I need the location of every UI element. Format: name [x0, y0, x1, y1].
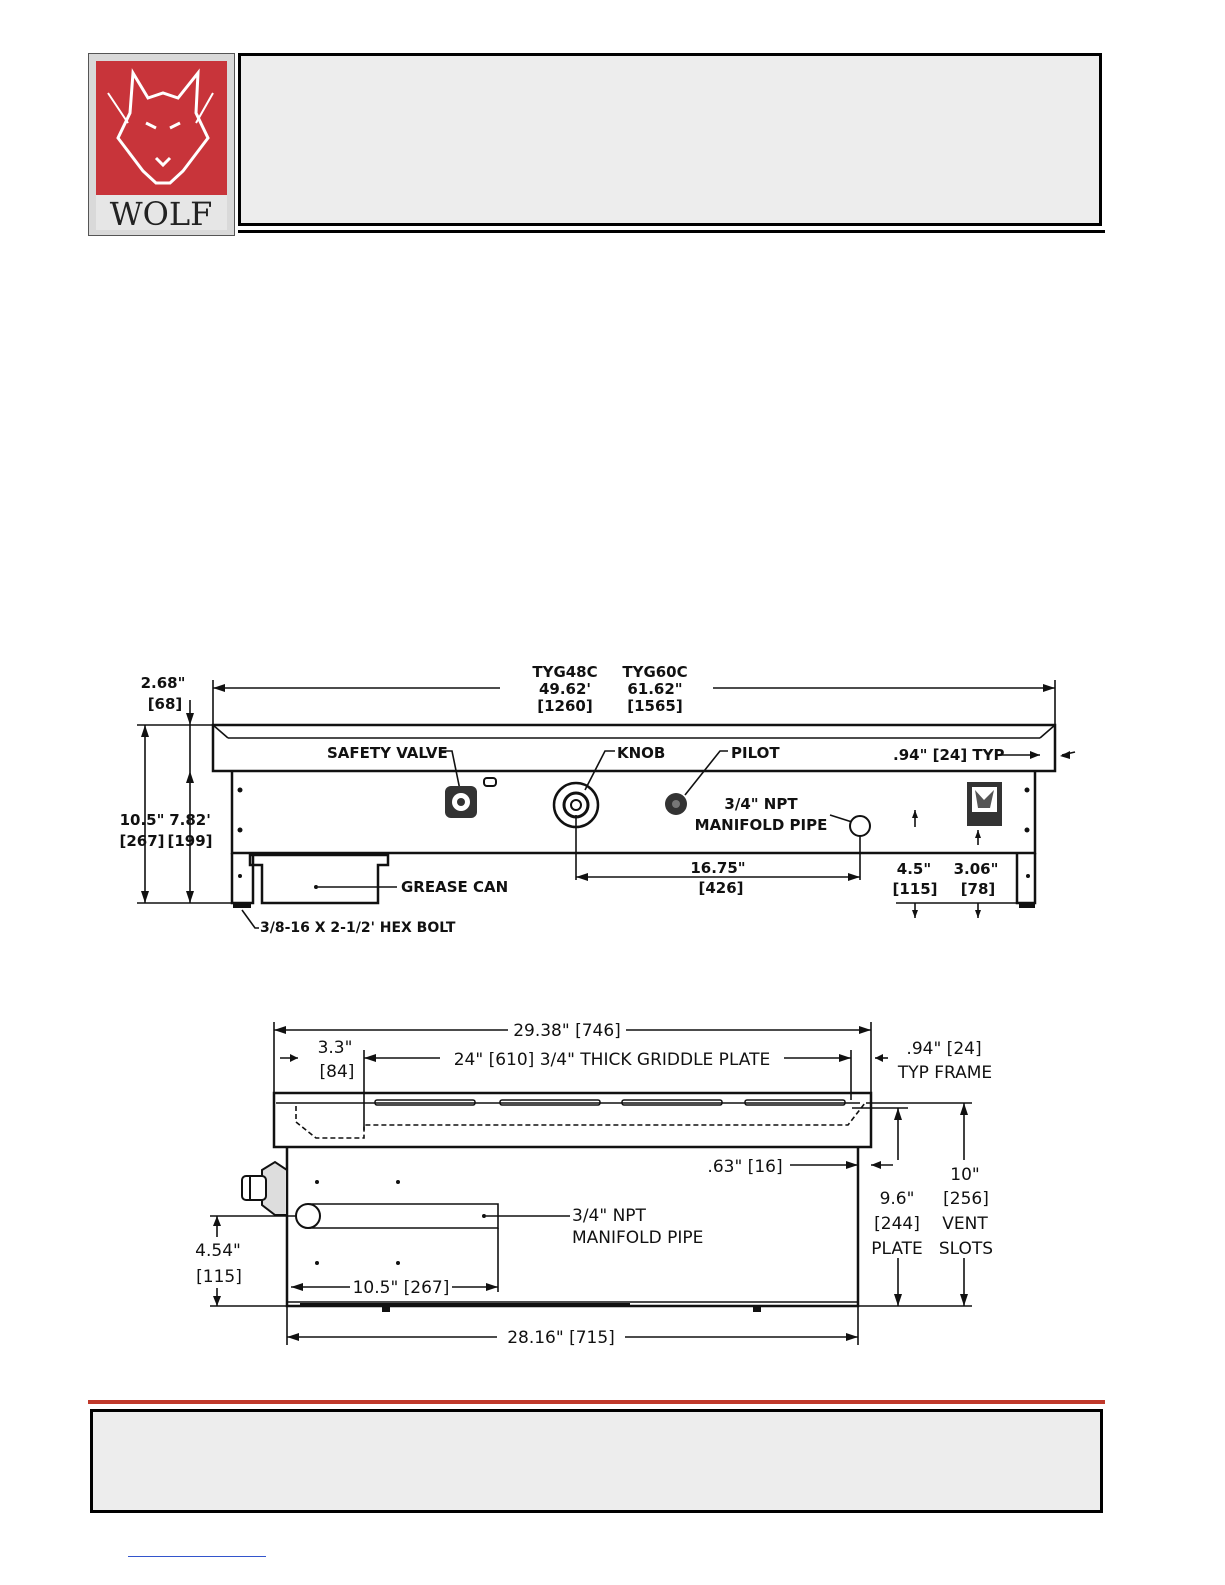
dim-vent-mm: [256] [943, 1189, 989, 1209]
dim-knob-manifold-mm: [426] [698, 879, 744, 897]
label-typ-frame-2: TYP FRAME [897, 1063, 993, 1083]
dim-306-mm: [78] [960, 880, 996, 898]
dim-top-depth-mm: [68] [147, 695, 183, 713]
label-frame-typ: .94" [24] TYP [893, 746, 1005, 764]
dim-plate-mm: [244] [874, 1214, 920, 1234]
label-side-manifold-1: 3/4" NPT [572, 1206, 646, 1226]
side-valve-icon [242, 1162, 287, 1215]
footer-panel [90, 1409, 1103, 1513]
dim-height-total-in: 10.5" [119, 811, 165, 829]
footer-link-underline[interactable] [128, 1556, 266, 1557]
label-grease-can: GREASE CAN [401, 878, 509, 896]
dim-vent-label-1: VENT [942, 1214, 988, 1234]
dim-306-in: 3.06" [953, 860, 999, 878]
label-pilot: PILOT [731, 744, 780, 762]
logo-wordmark: WOLF [109, 195, 213, 233]
label-griddle-plate: 24" [610] 3/4" THICK GRIDDLE PLATE [453, 1050, 771, 1070]
dim-overall-depth: 29.38" [746] [513, 1021, 621, 1041]
dim-454-mm: [115] [196, 1267, 242, 1287]
dim-33-mm: [84] [319, 1062, 355, 1082]
side-manifold-pipe-icon [296, 1204, 320, 1228]
label-front-manifold-1: 3/4" NPT [724, 795, 798, 813]
label-side-manifold-2: MANIFOLD PIPE [572, 1228, 704, 1248]
model-b-mm: [1565] [627, 697, 683, 715]
manifold-pipe-icon [850, 816, 870, 836]
model-b-name: TYG60C [622, 663, 688, 681]
label-front-manifold-2: MANIFOLD PIPE [694, 816, 828, 834]
label-safety-valve: SAFETY VALVE [327, 744, 448, 762]
grease-can-icon [250, 855, 388, 903]
model-a-in: 49.62' [538, 680, 592, 698]
dim-vent-label-2: SLOTS [938, 1239, 994, 1259]
model-a-mm: [1260] [537, 697, 593, 715]
dim-063: .63" [16] [707, 1157, 783, 1177]
dim-height-body-mm: [199] [167, 832, 213, 850]
front-view [119, 663, 1075, 936]
model-a-name: TYG48C [532, 663, 598, 681]
dim-454-in: 4.54" [195, 1241, 241, 1261]
label-hex-bolt: 3/8-16 X 2-1/2' HEX BOLT [260, 920, 456, 936]
dim-vent-in: 10" [950, 1165, 980, 1185]
model-b-in: 61.62" [627, 680, 683, 698]
dim-plate-in: 9.6" [879, 1189, 915, 1209]
side-view [195, 1021, 993, 1348]
footer-red-rule [88, 1400, 1105, 1404]
dim-plate-label: PLATE [871, 1239, 923, 1259]
label-knob: KNOB [617, 744, 666, 762]
dim-2816: 28.16" [715] [507, 1328, 615, 1348]
dim-height-body-in: 7.82' [169, 811, 211, 829]
dim-knob-manifold-in: 16.75" [690, 859, 746, 877]
dim-33-in: 3.3" [317, 1038, 353, 1058]
label-typ-frame-1: .94" [24] [906, 1039, 982, 1059]
dim-105: 10.5" [267] [352, 1278, 450, 1298]
dim-45-in: 4.5" [896, 860, 932, 878]
dim-top-depth-in: 2.68" [140, 674, 186, 692]
dim-height-total-mm: [267] [119, 832, 165, 850]
dim-45-mm: [115] [892, 880, 938, 898]
